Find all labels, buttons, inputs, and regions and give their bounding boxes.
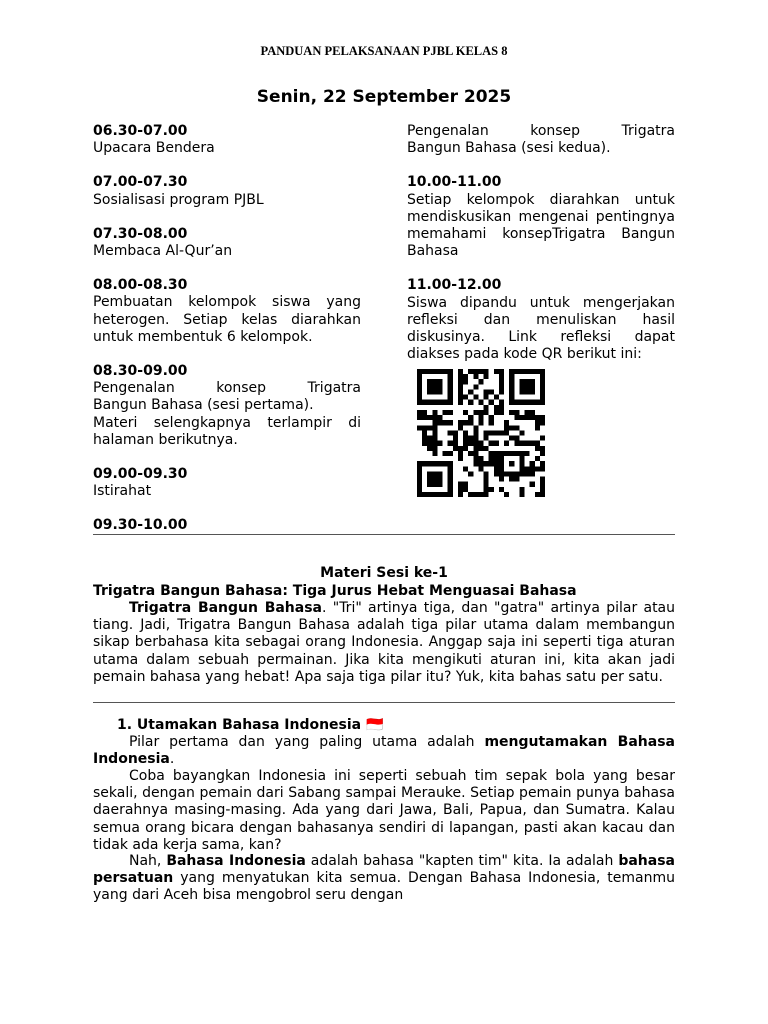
- intro-paragraph: [93, 600, 675, 686]
- schedule-time: 09.00-09.30: [93, 466, 188, 483]
- schedule-desc: Pengenalan konsep Trigatra: [93, 380, 361, 397]
- schedule-desc: Siswa dipandu untuk mengerjakan refleksi dan menuliskan hasil diskusinya. Link refleksi dapat diakses pada kode QR berikut ini:: [407, 294, 675, 363]
- section-paragraph: Coba bayangkan Indonesia ini seperti sebuah tim sepak bola yang besar sekali, dengan pemain dari Sabang sampai Merauke. Setiap pemain punya bahasa daerahnya masing-masing. Ada yang dari Jawa, Bali, Papua, dan Sumatra. Kalau semua orang bicara dengan bahasanya sendiri di lapangan, pasti akan kacau dan tidak ada kerja sama, kan?: [93, 768, 675, 853]
- schedule-desc: Pembuatan kelompok siswa yang heterogen. Setiap kelas diarahkan untuk membentuk 6 kelompok.: [93, 294, 361, 345]
- paragraph-text: Pilar pertama dan yang paling utama adalah: [129, 734, 485, 750]
- schedule-item: [407, 174, 675, 260]
- date-title: Senin, 22 September 2025: [256, 87, 512, 107]
- schedule-left-column: [93, 123, 361, 552]
- emphasis-text: bahasa persatuan: [93, 853, 675, 887]
- session-heading: Materi Sesi ke-1: [320, 565, 448, 581]
- intro-text: . "Tri" artinya tiga, dan "gatra" artinya pilar atau tiang. Jadi, Trigatra Bangun Bahasa adalah tiga pilar utama dalam membangun sikap berbahasa kita sebagai orang Indonesia. Anggap saja ini seperti tiga aturan utama dalam sebuah permainan. Jika kita mengikuti aturan ini, kita akan jadi pemain bahasa yang hebat! Apa saja tiga pilar itu? Yuk, kita bahas satu per satu.: [93, 600, 676, 685]
- schedule-time: 07.00-07.30: [93, 174, 188, 191]
- schedule-item: [93, 174, 361, 208]
- schedule-desc: Bangun Bahasa (sesi pertama).: [93, 397, 314, 414]
- schedule-desc: Istirahat: [93, 483, 152, 500]
- schedule-time: 10.00-11.00: [407, 174, 502, 191]
- schedule-time: 11.00-12.00: [407, 277, 502, 294]
- schedule-time: 06.30-07.00: [93, 123, 188, 139]
- schedule-desc: Pengenalan konsep Trigatra: [407, 123, 675, 139]
- schedule-time: 08.00-08.30: [93, 277, 188, 294]
- section-heading: 1. Utamakan Bahasa Indonesia 🇮🇩: [117, 717, 384, 733]
- schedule-item: [407, 277, 675, 502]
- schedule-desc: Bangun Bahasa (sesi kedua).: [407, 140, 611, 157]
- schedule-right-column: [407, 123, 675, 503]
- schedule-time: 07.30-08.00: [93, 225, 188, 242]
- section-paragraph: [93, 853, 675, 905]
- paragraph-text: Nah,: [129, 853, 167, 869]
- emphasis-text: mengutamakan Bahasa Indonesia: [93, 734, 675, 768]
- paragraph-text: adalah bahasa "kapten tim" kita. Ia adalah: [305, 853, 619, 869]
- schedule-time: 09.30-10.00: [93, 517, 188, 534]
- schedule-desc: Sosialisasi program PJBL: [93, 191, 264, 208]
- schedule-item: [93, 123, 361, 157]
- schedule-item: [93, 466, 361, 500]
- materi-title: Trigatra Bangun Bahasa: Tiga Jurus Hebat Menguasai Bahasa: [93, 583, 577, 599]
- schedule-desc: Materi selengkapnya terlampir di halaman berikutnya.: [93, 414, 361, 448]
- schedule-item: [93, 517, 361, 534]
- schedule-desc: Upacara Bendera: [93, 140, 215, 157]
- qr-code-image[interactable]: [413, 369, 549, 497]
- schedule-item: [93, 277, 361, 346]
- document-header: PANDUAN PELAKSANAAN PJBL KELAS 8: [260, 44, 508, 58]
- emphasis-text: Bahasa Indonesia: [166, 853, 306, 869]
- divider: [93, 534, 675, 535]
- divider: [93, 702, 675, 703]
- section-paragraph: [93, 734, 675, 768]
- schedule-desc: Setiap kelompok diarahkan untuk mendiskusikan mengenai pentingnya memahami konsepTrigatra Bangun Bahasa: [407, 191, 675, 260]
- schedule-desc: Membaca Al-Qur’an: [93, 243, 233, 260]
- schedule-time: 08.30-09.00: [93, 363, 188, 380]
- schedule-item: [93, 363, 361, 449]
- paragraph-text: .: [169, 751, 175, 768]
- schedule-item: [407, 123, 675, 157]
- paragraph-text: yang menyatukan kita semua. Dengan Bahasa Indonesia, temanmu yang dari Aceh bisa mengobrol seru dengan: [93, 870, 675, 904]
- schedule-item: [93, 226, 361, 260]
- intro-term: Trigatra Bangun Bahasa: [129, 600, 323, 616]
